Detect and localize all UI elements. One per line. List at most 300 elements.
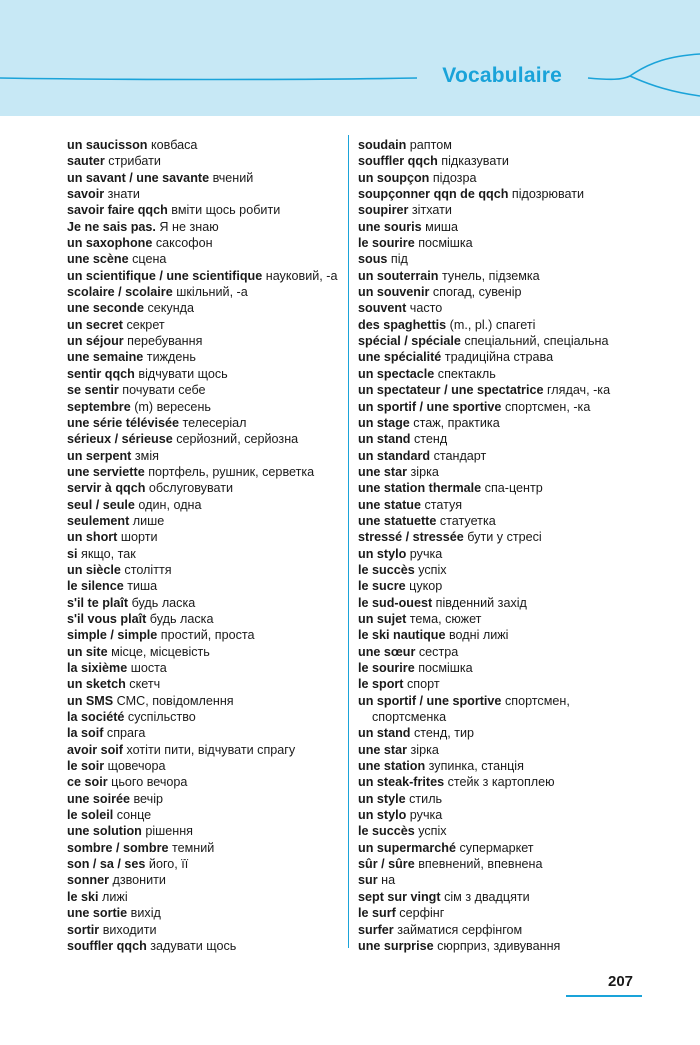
entry-headword: une sœur: [358, 644, 416, 659]
entry-translation: водні лижі: [445, 628, 509, 643]
entry-translation: секунда: [143, 301, 195, 316]
vocabulary-entry: [358, 219, 658, 235]
vocabulary-entry: [358, 366, 658, 382]
entry-translation: успіх: [414, 562, 447, 577]
entry-headword: un steak-frites: [358, 775, 445, 790]
entry-translation: сім з двадцяти: [440, 889, 530, 904]
entry-translation: успіх: [414, 824, 447, 839]
vocabulary-entry: [358, 399, 658, 415]
entry-headword: le soleil: [67, 808, 114, 823]
vocabulary-entry: [67, 415, 339, 431]
entry-headword: une sortie: [67, 906, 128, 921]
entry-translation: спеціальний, спеціальна: [460, 334, 609, 349]
entry-headword: un stage: [358, 415, 410, 430]
vocabulary-entry: [67, 791, 339, 807]
entry-translation: спортсменка: [372, 710, 447, 725]
entry-translation: будь ласка: [128, 595, 196, 610]
vocabulary-entry: [67, 823, 339, 839]
entry-headword: un siècle: [67, 562, 121, 577]
vocabulary-entry: [358, 235, 658, 251]
entry-headword: la sixième: [67, 661, 128, 675]
entry-translation: стейк з картоплею: [444, 775, 555, 790]
entry-headword: avoir soif: [67, 742, 123, 757]
entry-headword: stressé / stressée: [358, 530, 464, 545]
vocabulary-entry: [358, 840, 658, 856]
entry-translation: спектакль: [434, 366, 496, 381]
entry-headword: un stand: [358, 726, 411, 741]
entry-translation: статуетка: [436, 513, 496, 528]
entry-translation: скетч: [125, 677, 161, 692]
vocabulary-entry: [358, 300, 658, 316]
vocabulary-column-left: [67, 137, 339, 954]
entry-headword: Je ne sais pas.: [67, 219, 156, 234]
vocabulary-entry: [358, 611, 658, 627]
entry-headword: un sketch: [67, 677, 126, 692]
vocabulary-entry: [67, 464, 339, 480]
entry-translation: саксофон: [152, 236, 213, 251]
entry-translation: лижі: [98, 889, 128, 904]
entry-headword: un stylo: [358, 546, 407, 561]
entry-headword: sous: [358, 252, 388, 267]
entry-headword: un spectateur / une spectatrice: [358, 383, 544, 398]
vocabulary-entry: [358, 660, 658, 676]
entry-translation: ручка: [406, 546, 443, 561]
vocabulary-entry: [358, 905, 658, 921]
entry-headword: simple / simple: [67, 628, 158, 643]
entry-headword: des spaghettis: [358, 317, 447, 332]
entry-headword: un spectacle: [358, 366, 435, 381]
entry-translation: займатися серфінгом: [393, 922, 523, 937]
entry-translation: посмішка: [414, 236, 473, 251]
entry-headword: sept sur vingt: [358, 889, 441, 904]
entry-translation: (m., pl.) спагеті: [446, 317, 536, 332]
entry-translation: науковий, -а: [262, 268, 338, 283]
entry-translation: цукор: [405, 579, 443, 594]
entry-headword: un stand: [358, 432, 411, 447]
vocabulary-entry: [67, 938, 339, 954]
entry-translation: простий, проста: [157, 628, 255, 643]
vocabulary-entry: [358, 758, 658, 774]
vocabulary-entry: [67, 235, 339, 251]
entry-translation: його, її: [145, 857, 189, 872]
vocabulary-entry: [358, 562, 658, 578]
vocabulary-entry: [67, 480, 339, 496]
entry-translation: серйозний, серйозна: [172, 432, 299, 447]
entry-translation: стандарт: [430, 448, 487, 463]
entry-headword: le ski nautique: [358, 628, 446, 643]
entry-translation: глядач, -ка: [543, 383, 611, 398]
vocabulary-entry: [67, 349, 339, 365]
column-divider: [348, 135, 349, 948]
entry-translation: ручка: [406, 808, 443, 823]
vocabulary-entry: [67, 578, 339, 594]
entry-headword: sentir qqch: [67, 366, 135, 381]
vocabulary-entry: [358, 186, 658, 202]
entry-headword: une série télévisée: [67, 415, 180, 430]
entry-translation: стрибати: [104, 154, 161, 169]
vocabulary-entry: [358, 317, 658, 333]
entry-translation: часто: [406, 301, 443, 316]
vocabulary-entry: [67, 693, 339, 709]
vocabulary-entry: [358, 153, 658, 169]
entry-headword: sauter: [67, 154, 105, 169]
vocabulary-entry: [358, 415, 658, 431]
entry-translation: під: [387, 252, 408, 267]
vocabulary-entry: [67, 562, 339, 578]
entry-headword: sur: [358, 873, 378, 888]
vocabulary-entry: [67, 137, 339, 153]
entry-headword: une souris: [358, 219, 422, 234]
vocabulary-entry: [67, 170, 339, 186]
entry-translation: сестра: [415, 644, 459, 659]
entry-headword: savoir faire qqch: [67, 203, 168, 218]
vocabulary-entry: [67, 529, 339, 545]
vocabulary-entry: [67, 202, 339, 218]
entry-headword: le ski: [67, 889, 99, 904]
entry-translation: спорт: [403, 677, 440, 692]
vocabulary-entry: [67, 317, 339, 333]
entry-translation: цього вечора: [107, 775, 188, 790]
entry-headword: scolaire / scolaire: [67, 285, 173, 300]
entry-headword: son / sa / ses: [67, 857, 146, 872]
entry-headword: un style: [358, 791, 406, 806]
vocabulary-entry: [358, 284, 658, 300]
vocabulary-entry: [67, 905, 339, 921]
vocabulary-entry: [358, 513, 658, 529]
entry-translation: традиційна страва: [441, 350, 554, 365]
entry-headword: soupirer: [358, 203, 409, 218]
entry-translation: ковбаса: [147, 138, 198, 152]
entry-translation: підозрювати: [508, 187, 585, 202]
vocabulary-entry: [67, 431, 339, 447]
entry-translation: стенд: [410, 432, 448, 447]
entry-translation: зупинка, станція: [425, 759, 524, 774]
entry-translation: дзвонити: [109, 873, 166, 888]
entry-translation: Я не знаю: [155, 219, 219, 234]
entry-headword: le sucre: [358, 579, 406, 594]
entry-headword: une statue: [358, 497, 421, 512]
entry-headword: septembre: [67, 399, 131, 414]
entry-translation: вчений: [209, 170, 254, 185]
entry-translation: стенд, тир: [410, 726, 475, 741]
entry-translation: суспільство: [124, 710, 196, 725]
vocabulary-entry: [67, 595, 339, 611]
vocabulary-entry: [67, 300, 339, 316]
entry-translation: перебування: [123, 334, 203, 349]
entry-headword: un SMS: [67, 693, 114, 708]
entry-headword: une station: [358, 759, 426, 774]
entry-headword: une serviette: [67, 464, 145, 479]
vocabulary-entry: [67, 676, 339, 692]
vocabulary-entry: [358, 448, 658, 464]
vocabulary-entry: [67, 497, 339, 513]
vocabulary-entry: [358, 595, 658, 611]
entry-headword: sombre / sombre: [67, 840, 169, 855]
entry-headword: sonner: [67, 873, 109, 888]
vocabulary-entry: [67, 709, 339, 725]
entry-headword: un standard: [358, 448, 431, 463]
vocabulary-entry: [358, 497, 658, 513]
vocabulary-entry: [67, 856, 339, 872]
entry-translation: зітхати: [408, 203, 452, 218]
entry-headword: se sentir: [67, 383, 119, 398]
entry-translation: підказувати: [437, 154, 509, 169]
vocabulary-entry: [358, 742, 658, 758]
entry-headword: une solution: [67, 824, 142, 839]
entry-headword: un souvenir: [358, 285, 430, 300]
entry-headword: le silence: [67, 579, 124, 594]
entry-translation: тиждень: [143, 350, 196, 365]
entry-translation: бути у стресі: [463, 530, 542, 545]
entry-headword: une star: [358, 742, 407, 757]
entry-translation: стиль: [405, 791, 443, 806]
vocabulary-entry: [358, 431, 658, 447]
entry-translation: лише: [129, 513, 165, 528]
entry-headword: un souterrain: [358, 268, 439, 283]
entry-translation: хотіти пити, відчувати спрагу: [123, 742, 296, 757]
entry-translation: вихід: [127, 906, 161, 921]
vocabulary-column-right: [358, 137, 658, 954]
page-number: 207: [608, 973, 634, 990]
entry-headword: si: [67, 546, 78, 561]
vocabulary-entry: [358, 922, 658, 938]
vocabulary-entry: [67, 774, 339, 790]
vocabulary-entry: [358, 807, 658, 823]
vocabulary-entry: [67, 807, 339, 823]
entry-headword: s'il vous plaît: [67, 611, 147, 626]
vocabulary-entry: [67, 872, 339, 888]
vocabulary-entry: [67, 513, 339, 529]
entry-translation: телесеріал: [179, 415, 247, 430]
entry-translation: статуя: [420, 497, 463, 512]
entry-translation: раптом: [406, 138, 452, 152]
vocabulary-entry: [358, 464, 658, 480]
entry-headword: le sud-ouest: [358, 595, 433, 610]
entry-headword: sérieux / sérieuse: [67, 432, 173, 447]
entry-translation: тунель, підземка: [438, 268, 540, 283]
entry-translation: рішення: [141, 824, 193, 839]
vocabulary-entry: [67, 889, 339, 905]
entry-headword: un site: [67, 644, 108, 659]
vocabulary-entry: [67, 660, 339, 676]
entry-headword: soupçonner qqn de qqch: [358, 187, 509, 202]
vocabulary-entry: [358, 627, 658, 643]
vocabulary-entry: [67, 922, 339, 938]
entry-headword: le sport: [358, 677, 404, 692]
entry-headword: une scène: [67, 252, 129, 267]
entry-translation: сонце: [113, 808, 152, 823]
vocabulary-entry: [67, 725, 339, 741]
entry-headword: un supermarché: [358, 840, 456, 855]
vocabulary-entry: [67, 186, 339, 202]
vocabulary-entry: [358, 382, 658, 398]
entry-translation: секрет: [123, 317, 165, 332]
entry-translation: місце, місцевість: [107, 644, 210, 659]
vocabulary-entry: [358, 333, 658, 349]
entry-headword: un séjour: [67, 334, 124, 349]
vocabulary-entry: [358, 578, 658, 594]
entry-translation: спортсмен,: [501, 693, 570, 708]
vocabulary-entry: [67, 333, 339, 349]
entry-headword: le succès: [358, 562, 415, 577]
entry-translation: стаж, практика: [409, 415, 500, 430]
vocabulary-entry: [358, 856, 658, 872]
entry-translation: вечір: [130, 791, 163, 806]
entry-headword: le sourire: [358, 236, 415, 251]
vocabulary-entry: [358, 676, 658, 692]
entry-headword: servir à qqch: [67, 481, 146, 496]
entry-headword: souffler qqch: [67, 938, 147, 953]
entry-translation: зірка: [407, 464, 439, 479]
entry-translation: південний захід: [432, 595, 527, 610]
entry-translation: впевнений, впевнена: [414, 857, 543, 872]
entry-headword: le sourire: [358, 661, 415, 675]
entry-headword: une star: [358, 464, 407, 479]
entry-translation: змія: [131, 448, 159, 463]
vocabulary-entry: [67, 742, 339, 758]
entry-translation: відчувати щось: [134, 366, 228, 381]
entry-headword: un sportif / une sportive: [358, 399, 502, 414]
entry-headword: sûr / sûre: [358, 857, 415, 872]
entry-translation: тема, сюжет: [406, 611, 482, 626]
entry-headword: une surprise: [358, 938, 434, 953]
entry-translation: вміти щось робити: [167, 203, 281, 218]
entry-headword: spécial / spéciale: [358, 334, 461, 349]
entry-headword: le surf: [358, 906, 396, 921]
entry-headword: un soupçon: [358, 170, 430, 185]
entry-headword: s'il te plaît: [67, 595, 129, 610]
vocabulary-entry: [67, 268, 339, 284]
vocabulary-entry: [67, 382, 339, 398]
entry-headword: un sujet: [358, 611, 407, 626]
entry-translation: темний: [168, 840, 215, 855]
entry-translation: шкільний, -а: [172, 285, 248, 300]
vocabulary-entry: [67, 611, 339, 627]
entry-headword: souvent: [358, 301, 407, 316]
vocabulary-entry: [358, 480, 658, 496]
entry-headword: un saucisson: [67, 138, 148, 152]
vocabulary-entry: [67, 366, 339, 382]
entry-translation: обслуговувати: [145, 481, 234, 496]
entry-headword: une semaine: [67, 350, 144, 365]
entry-translation: століття: [120, 562, 172, 577]
entry-headword: soudain: [358, 138, 407, 152]
vocabulary-entry: [67, 758, 339, 774]
entry-translation: (m) вересень: [130, 399, 211, 414]
entry-headword: la société: [67, 710, 125, 725]
vocabulary-entry: [358, 938, 658, 954]
entry-headword: seulement: [67, 513, 130, 528]
entry-translation: спа-центр: [481, 481, 543, 496]
entry-headword: un scientifique / une scientifique: [67, 268, 263, 283]
entry-translation: якщо, так: [77, 546, 136, 561]
entry-translation: спортсмен, -ка: [501, 399, 591, 414]
vocabulary-entry: [358, 693, 658, 709]
vocabulary-entry: [358, 529, 658, 545]
vocabulary-entry: [67, 284, 339, 300]
entry-translation: тиша: [123, 579, 158, 594]
entry-headword: une statuette: [358, 513, 437, 528]
entry-translation: на: [377, 873, 396, 888]
vocabulary-entry: [358, 823, 658, 839]
vocabulary-entry: [67, 546, 339, 562]
entry-headword: un serpent: [67, 448, 132, 463]
entry-translation: почувати себе: [118, 383, 206, 398]
entry-translation: сюрприз, здивування: [433, 938, 561, 953]
entry-translation: миша: [421, 219, 458, 234]
entry-translation: шоста: [127, 661, 167, 675]
entry-translation: знати: [104, 187, 140, 202]
entry-headword: une station thermale: [358, 481, 482, 496]
vocabulary-entry: [358, 268, 658, 284]
entry-translation: зірка: [407, 742, 439, 757]
vocabulary-entry: [67, 219, 339, 235]
entry-headword: le succès: [358, 824, 415, 839]
entry-translation: спогад, сувенір: [429, 285, 522, 300]
entry-headword: savoir: [67, 187, 105, 202]
entry-translation: супермаркет: [455, 840, 534, 855]
vocabulary-entry: [358, 349, 658, 365]
vocabulary-entry: [67, 153, 339, 169]
vocabulary-entry: [358, 137, 658, 153]
entry-headword: ce soir: [67, 775, 108, 790]
entry-headword: un secret: [67, 317, 123, 332]
vocabulary-entry: [67, 627, 339, 643]
entry-translation: СМС, повідомлення: [113, 693, 234, 708]
entry-headword: un sportif / une sportive: [358, 693, 502, 708]
entry-translation: портфель, рушник, серветка: [144, 464, 315, 479]
vocabulary-entry: [67, 251, 339, 267]
entry-headword: un saxophone: [67, 236, 153, 251]
vocabulary-entry: [358, 774, 658, 790]
entry-translation: серфінг: [395, 906, 445, 921]
page-number-rule: [566, 995, 642, 997]
entry-translation: спрага: [103, 726, 146, 741]
entry-translation: шорти: [117, 530, 158, 545]
entry-headword: une spécialité: [358, 350, 442, 365]
entry-translation: щовечора: [104, 759, 166, 774]
vocabulary-entry: [358, 251, 658, 267]
entry-headword: un stylo: [358, 808, 407, 823]
vocabulary-entry: [67, 644, 339, 660]
entry-headword: le soir: [67, 759, 105, 774]
entry-translation: один, одна: [134, 497, 202, 512]
vocabulary-entry: [358, 644, 658, 660]
vocabulary-entry: [67, 399, 339, 415]
vocabulary-entry: [67, 448, 339, 464]
entry-translation: виходити: [99, 922, 157, 937]
header-wave-decoration: [0, 0, 700, 116]
vocabulary-entry: [358, 889, 658, 905]
entry-headword: surfer: [358, 922, 394, 937]
vocabulary-entry: [358, 546, 658, 562]
vocabulary-entry: [358, 202, 658, 218]
vocabulary-entry: [358, 709, 658, 725]
page-title: Vocabulaire: [442, 64, 562, 87]
entry-headword: souffler qqch: [358, 154, 438, 169]
entry-translation: посмішка: [414, 661, 473, 675]
vocabulary-entry: [358, 872, 658, 888]
entry-headword: la soif: [67, 726, 104, 741]
chapter-header-band: [0, 0, 700, 116]
vocabulary-entry: [358, 170, 658, 186]
entry-headword: seul / seule: [67, 497, 135, 512]
entry-headword: sortir: [67, 922, 100, 937]
entry-headword: une soirée: [67, 791, 130, 806]
entry-translation: підозра: [429, 170, 477, 185]
vocabulary-entry: [358, 725, 658, 741]
entry-translation: будь ласка: [146, 611, 214, 626]
